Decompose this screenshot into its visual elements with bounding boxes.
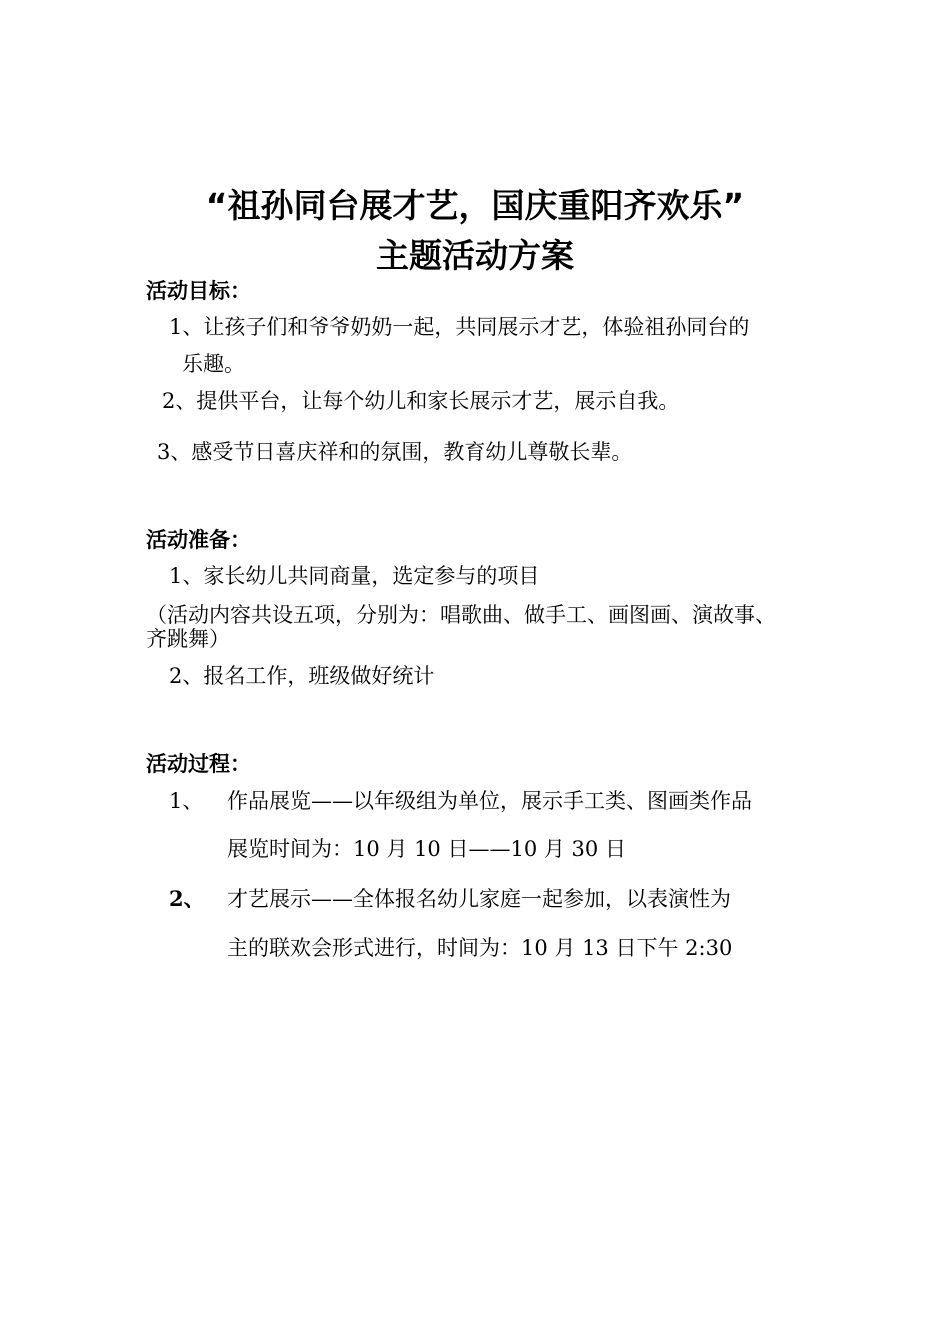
goals-heading: 活动目标： <box>146 279 251 303</box>
process-item-1-line-1: 作品展览——以年级组为单位，展示手工类、图画类作品 <box>227 789 752 813</box>
document-title-line-2: 主题活动方案 <box>376 236 574 275</box>
preparation-item-1: 1、家长幼儿共同商量，选定参与的项目 <box>169 564 540 588</box>
process-heading: 活动过程： <box>146 752 251 776</box>
goal-item-3: 3、感受节日喜庆祥和的氛围，教育幼儿尊敬长辈。 <box>157 440 633 464</box>
goal-item-1-line-1: 1、让孩子们和爷爷奶奶一起，共同展示才艺，体验祖孙同台的 <box>169 315 750 339</box>
process-item-1-line-2: 展览时间为：10 月 10 日——10 月 30 日 <box>227 837 626 861</box>
process-item-2-number: 2、 <box>169 886 205 911</box>
goal-item-2: 2、提供平台，让每个幼儿和家长展示才艺，展示自我。 <box>162 389 680 413</box>
preparation-heading: 活动准备： <box>146 528 251 552</box>
preparation-item-2: 2、报名工作，班级做好统计 <box>169 664 435 688</box>
process-item-2-line-1: 才艺展示——全体报名幼儿家庭一起参加，以表演性为 <box>227 887 731 911</box>
preparation-note-line-1: （活动内容共设五项，分别为：唱歌曲、做手工、画图画、演故事、 <box>146 603 776 627</box>
process-item-2-line-2: 主的联欢会形式进行，时间为：10 月 13 日下午 2:30 <box>227 936 733 960</box>
preparation-note-line-2: 齐跳舞） <box>146 627 230 651</box>
goal-item-1-line-2: 乐趣。 <box>182 352 245 376</box>
process-item-1-number: 1、 <box>169 789 204 813</box>
document-title-line-1: “祖孙同台展才艺，国庆重阳齐欢乐” <box>205 186 745 225</box>
